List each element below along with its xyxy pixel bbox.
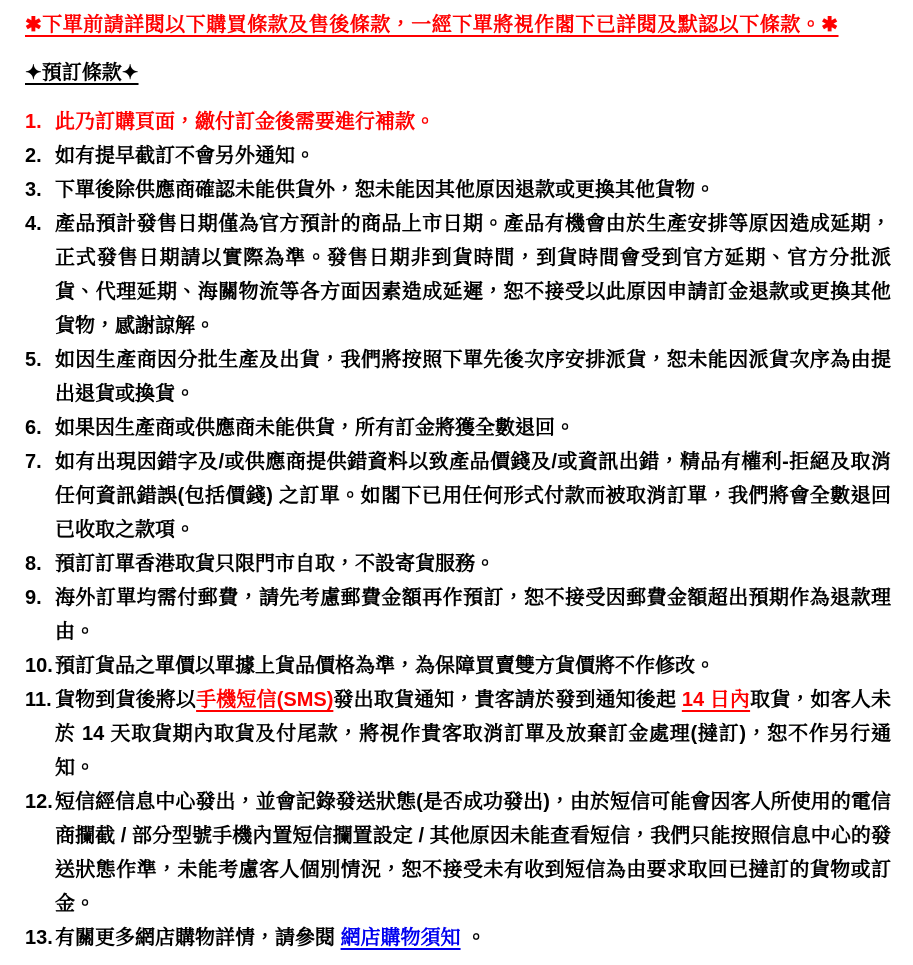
item-number: 13. (25, 927, 53, 949)
terms-item-1 (25, 105, 891, 139)
terms-item-10 (25, 649, 891, 683)
item-text-segment: 如有提早截訂不會另外通知。 (55, 145, 315, 167)
item-text-segment: 預訂訂單香港取貨只限門市自取，不設寄貨服務。 (55, 553, 495, 575)
item-text-segment: 手機短信(SMS) (196, 689, 334, 711)
terms-item-12 (25, 785, 891, 921)
preorder-terms-heading: ✦預訂條款✦ (25, 62, 139, 84)
item-number: 8. (25, 553, 42, 575)
item-number: 4. (25, 213, 42, 235)
item-text-segment: 有關更多網店購物詳情，請參閱 (55, 927, 341, 949)
item-text-segment: 如有出現因錯字及/或供應商提供錯資料以致產品價錢及/或資訊出錯，精品有權利-拒絕及取消任何資訊錯誤(包括價錢) 之訂單。如閣下已用任何形式付款而被取消訂單，我們將會全數退回已收取之款項。 (55, 451, 891, 541)
item-number: 5. (25, 349, 42, 371)
terms-item-2 (25, 139, 891, 173)
item-number: 9. (25, 587, 42, 609)
item-text-segment: 取貨，如客人未於 14 天取貨期內取貨及付尾款，將視作貴客取消訂單及放棄訂金處理(撻訂)，恕不作另行通知。 (55, 689, 892, 779)
terms-item-5 (25, 343, 891, 411)
terms-item-7 (25, 445, 891, 547)
item-text-segment: 此乃訂購頁面，繳付訂金後需要進行補款。 (55, 111, 435, 133)
item-text-segment: 如果因生產商或供應商未能供貨，所有訂金將獲全數退回。 (55, 417, 575, 439)
terms-item-6 (25, 411, 891, 445)
item-text-segment: 預訂貨品之單價以單據上貨品價格為準，為保障買賣雙方貨價將不作修改。 (55, 655, 715, 677)
item-text-segment: 短信經信息中心發出，並會記錄發送狀態(是否成功發出)，由於短信可能會因客人所使用的電信商攔截 / 部分型號手機內置短信攔置設定 / 其他原因未能查看短信，我們只能按照信息中心的發送狀態作準，未能考慮客人個別情況，恕不接受未有收到短信為由要求取回已撻訂的貨物或訂金。 (55, 791, 891, 915)
item-text-segment: 海外訂單均需付郵費，請先考慮郵費金額再作預訂，恕不接受因郵費金額超出預期作為退款理由。 (55, 587, 891, 643)
item-number: 3. (25, 179, 42, 201)
item-number: 7. (25, 451, 42, 473)
purchase-terms-warning-title: ✱下單前請詳閱以下購買條款及售後條款，一經下單將視作閣下已詳閱及默認以下條款。✱ (25, 14, 839, 36)
item-number: 1. (25, 111, 42, 133)
item-text-segment: 產品預計發售日期僅為官方預計的商品上市日期。產品有機會由於生產安排等原因造成延期，正式發售日期請以實際為準。發售日期非到貨時間，到貨時間會受到官方延期、官方分批派貨、代理延期、海關物流等各方面因素造成延遲，恕不接受以此原因申請訂金退款或更換其他貨物，感謝諒解。 (55, 213, 891, 337)
item-number: 12. (25, 791, 53, 813)
item-number: 10. (25, 655, 53, 677)
item-number: 11. (25, 689, 52, 711)
terms-item-13 (25, 921, 891, 955)
item-text-segment: 貨物到貨後將以 (55, 689, 197, 711)
terms-item-3 (25, 173, 891, 207)
terms-list (25, 105, 891, 955)
terms-item-9 (25, 581, 891, 649)
terms-item-8 (25, 547, 891, 581)
terms-item-4 (25, 207, 891, 343)
item-text-segment: 發出取貨通知，貴客請於發到通知後起 (333, 689, 682, 711)
item-text-segment: 14 日內 (681, 689, 751, 711)
item-text-segment: 。 (460, 927, 487, 949)
item-text-segment: 如因生產商因分批生產及出貨，我們將按照下單先後次序安排派貨，恕未能因派貨次序為由提出退貨或換貨。 (55, 349, 891, 405)
item-text-segment: 下單後除供應商確認未能供貨外，恕未能因其他原因退款或更換其他貨物。 (55, 179, 715, 201)
item-number: 2. (25, 145, 42, 167)
terms-item-11 (25, 683, 891, 785)
store-shopping-notice-link[interactable]: 網店購物須知 (340, 927, 461, 949)
item-number: 6. (25, 417, 42, 439)
